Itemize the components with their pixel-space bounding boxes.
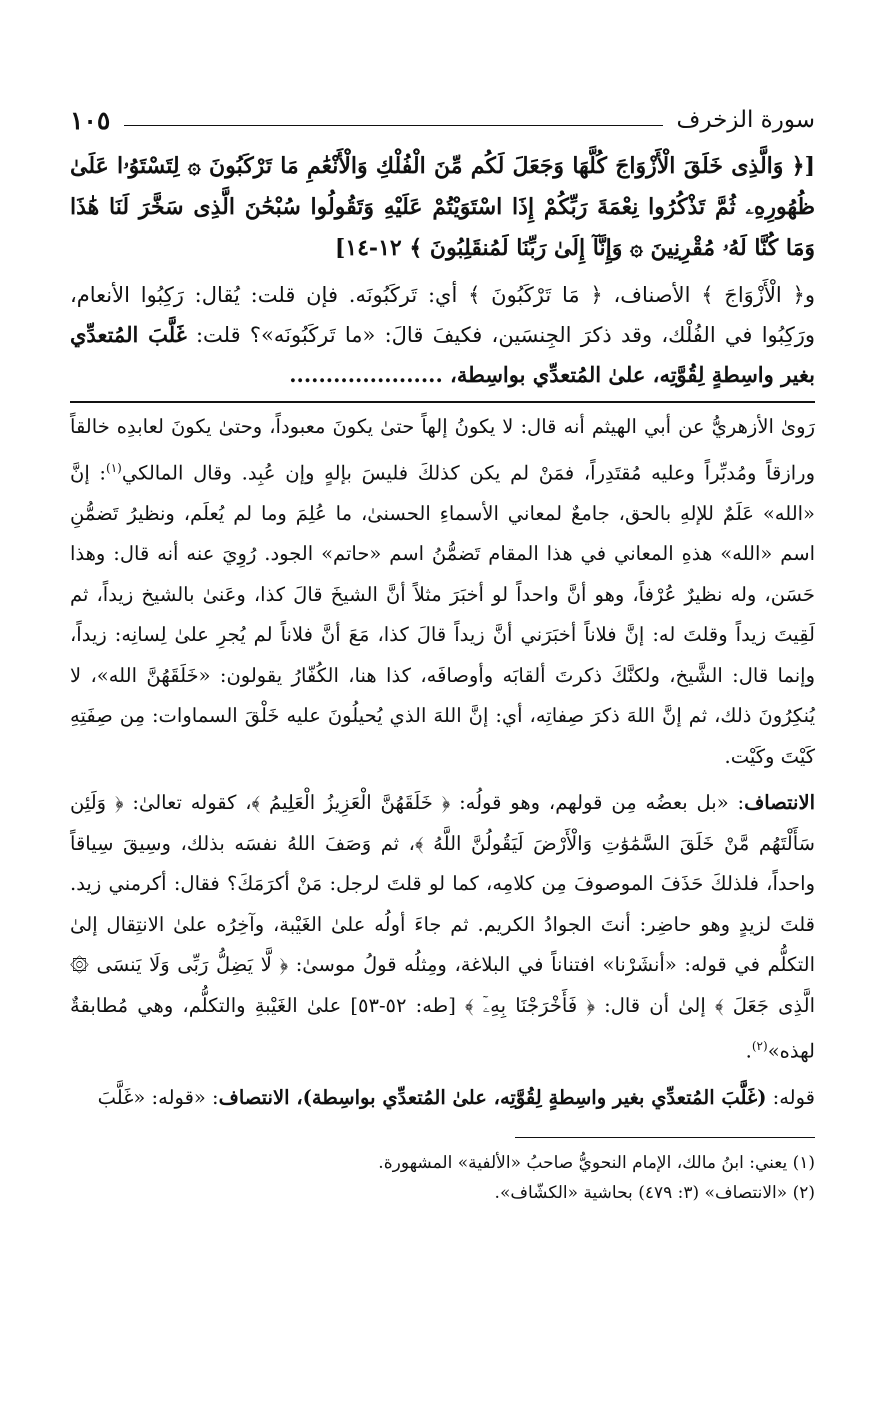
p3-end: : «قوله: «غَلَّبَ — [97, 1086, 219, 1109]
commentary-bold: غَلَّبَ المُتعدِّي بغير واسِطةٍ لِقُوَّتِه، علىٰ المُتعدِّي بواسِطة، ..................... — [70, 322, 815, 387]
footnote-ref-2: (٢) — [751, 1039, 768, 1053]
p3-bold: (غَلَّبَ المُتعدِّي بغير واسِطةٍ لِقُوَّتِه، علىٰ المُتعدِّي بواسِطة)، الانتصاف — [218, 1086, 767, 1109]
surah-title: سورة الزخرف — [676, 107, 815, 133]
p2-end: . — [745, 1039, 752, 1063]
footnote-2: (٢) «الانتصاف» (٣: ٤٧٩) بحاشية «الكشّاف». — [494, 1182, 815, 1203]
p2-text: : «بل بعضُه مِن قولهم، وهو قولُه: ﴿ خَلَقَهُنَّ الْعَزِيزُ الْعَلِيمُ ﴾، كقوله تعالىٰ: ﴿ وَلَئِن سَأَلْتَهُم مَّنْ خَلَقَ السَّمَٰوَٰتِ وَالْأَرْضَ لَيَقُولُنَّ اللَّهُ ﴾، ثم وَصَفَ اللهُ نفسَه بذلك، وسِيقَ سِياقاً واحداً، فلذلكَ حَذَفَ الموصوفَ مِن كلامِه، كما لو قلتَ لرجل: مَنْ أكرَمَكَ؟ فقال: أكرمني زيد. قلتَ لزيدٍ وهو حاضِر: أنتَ الجوادُ الكريم. ثم جاءَ أولُه علىٰ الغَيْبة، وآخِرُه علىٰ الانتِقال إلىٰ التكلُّم في قوله: «أنشَرْنا» افتناناً في البلاغة، ومِثلُه قولُ موسىٰ: ﴿ لَّا يَضِلُّ رَبِّى وَلَا يَنسَى ۞ الَّذِى جَعَلَ ﴾ إلىٰ أن قال: ﴿ فَأَخْرَجْنَا بِهِۦٓ ﴾ [طه: ٥٢-٥٣] علىٰ الغَيْبةِ والتكلُّم، وهي مُطابقةٌ لهذه» — [70, 791, 816, 1063]
main-body — [70, 407, 815, 1119]
section-divider — [70, 401, 815, 403]
p2-label: الانتصاف — [744, 791, 815, 814]
quran-verse: [﴿ وَالَّذِى خَلَقَ الْأَزْوَاجَ كُلَّهَا وَجَعَلَ لَكُم مِّنَ الْفُلْكِ وَالْأَنْعَٰمِ مَا تَرْكَبُونَ ۞ لِتَسْتَوُۥا عَلَىٰ ظُهُورِهِۦ ثُمَّ تَذْكُرُوا نِعْمَةَ رَبِّكُمْ إِذَا اسْتَوَيْتُمْ عَلَيْهِ وَتَقُولُوا سُبْحَٰنَ الَّذِى سَخَّرَ لَنَا هَٰذَا وَمَا كُنَّا لَهُۥ مُقْرِنِينَ ۞ وَإِنَّآ إِلَىٰ رَبِّنَا لَمُنقَلِبُونَ ﴾ ١٢-١٤] — [70, 153, 815, 261]
header-rule — [124, 125, 662, 126]
page-content — [70, 100, 815, 1208]
page-header — [70, 100, 815, 140]
body-paragraph-3 — [70, 1078, 815, 1119]
footnote-1: (١) يعني: ابنُ مالك، الإمام النحويُّ صاحبُ «الألفية» المشهورة. — [378, 1152, 815, 1173]
p1-text: رَوىٰ الأزهريُّ عن أبي الهيثم أنه قال: لا يكونُ إلهاً حتىٰ يكونَ معبوداً، وحتىٰ يكونَ لعابدِه خالقاً ورازقاً ومُدبِّراً وعليه مُقتَدِراً، فمَنْ لم يكن كذلكَ فليسَ بإلهٍ وإن عُبِد. وقال المالكي — [70, 415, 815, 484]
body-paragraph-1 — [70, 407, 815, 777]
commentary-text: و﴿ الْأَزْوَاجَ ﴾ الأصناف، ﴿ مَا تَرْكَبُونَ ﴾ أي: تَركَبُونَه. فإن قلت: يُقال: رَكِبُوا الأنعام، ورَكِبُوا في الفُلْك، وقد ذكرَ الجِنسَين، فكيفَ قالَ: «ما تَركَبُونَه»؟ قلت: — [70, 283, 815, 347]
footnote-ref-1: (١) — [106, 460, 122, 475]
p3-start: قوله: — [766, 1086, 815, 1109]
page-number: ١٠٥ — [70, 105, 111, 135]
footnotes — [70, 1148, 815, 1208]
body-paragraph-2 — [70, 783, 815, 1072]
commentary-paragraph — [70, 275, 815, 395]
footnote-rule — [515, 1137, 815, 1138]
p1-rest: : إنَّ «الله» عَلَمٌ للإلهِ بالحق، جامعٌ لمعاني الأسماءِ الحسنىٰ، ما عُلِمَ وما لم يُعلَم، ونظيرُ تَضمُّنِ اسم «الله» هذهِ المعاني في هذا المقام تَضمُّنُ اسم «حاتم» الجود. رُوِيَ عنه أنه قال: وهذا حَسَن، وله نظيرٌ عُرْفاً، وهو أنَّ واحداً لو أخبَرَ مثلاً أنَّ الشيخَ قالَ كذا، وعَنىٰ بالشيخ زيداً، ثم لَقِيتَ زيداً وقلتَ له: إنَّ فلاناً أخبَرَني أنَّ زيداً قالَ كذا، مَعَ أنَّ فلاناً لم يُجرِ علىٰ لِسانِه: زيداً، وإنما قال: الشَّيخ، ولكنَّكَ ذكرتَ ألقابَه وأوصافَه، كذا هنا، الكُفّارُ يقولون: «خَلَقَهُنَّ الله»، لا يُنكِرُونَ ذلك، ثم إنَّ اللهَ ذكرَ صِفاتِه، أي: إنَّ اللهَ الذي يُحيلُونَ عليه خَلْقَ السماوات: مِن صِفَتِهِ كَيْتَ وكَيْت. — [70, 461, 815, 768]
